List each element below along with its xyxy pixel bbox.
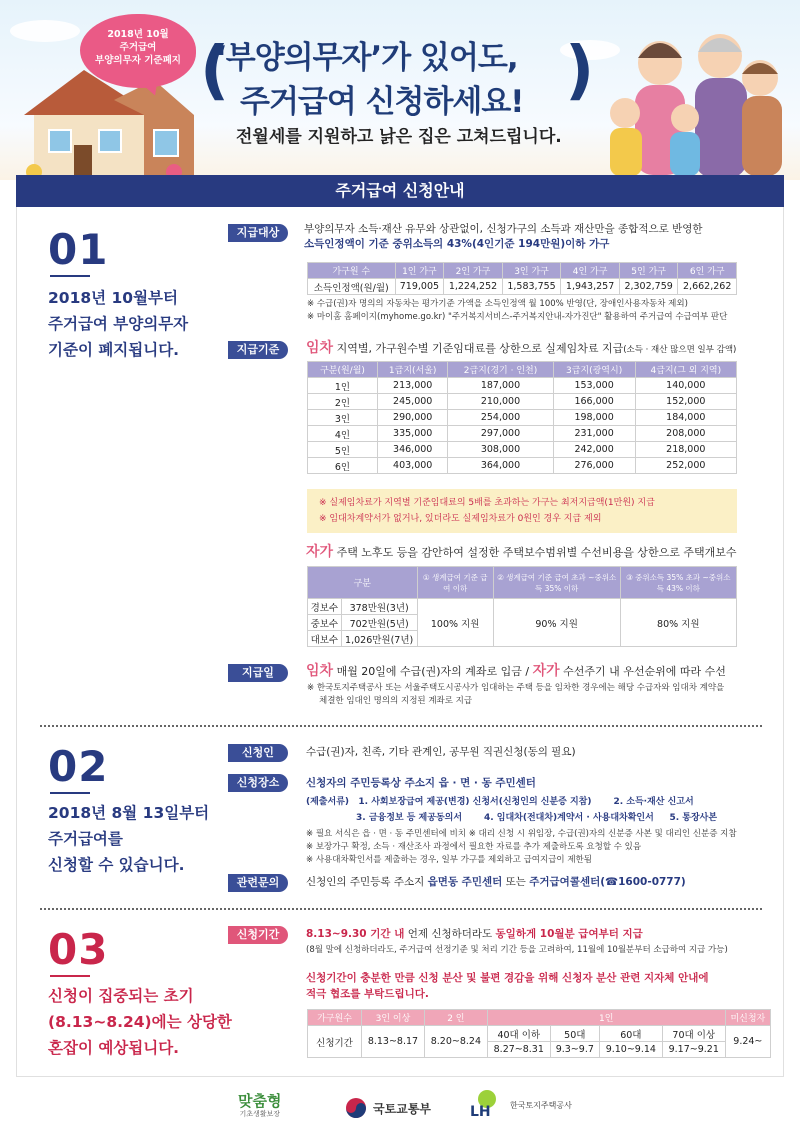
table-header-row [308,263,737,279]
table-cell: 213,000 [378,378,448,394]
table-row [308,458,737,474]
rent-standard-table [307,361,737,474]
table-header-cell: 1인 가구 [395,263,444,279]
request-line: 신청기간이 충분한 만큼 신청 분산 및 불편 경감을 위해 신청자 분산 관련 지자체 안내에 [306,972,709,984]
summary-line: 기준이 폐지됩니다. [48,341,180,359]
tag-payment-standard: 지급기준 [228,341,288,359]
logo-molit [345,1097,431,1119]
inquiry-prefix: 신청인의 주민등록 주소지 [306,876,425,888]
table-cell: 소득인정액(원/월) [308,279,396,295]
table-cell: 50대 [550,1026,599,1042]
family-illustration [590,18,795,178]
documents-row [306,810,776,826]
document-item: 1. 사회보장급여 제공(변경) 신청서(신청인의 신분증 지참) [358,797,592,807]
table-row [308,426,737,442]
section-number-02: 02 [48,742,109,791]
table-cell: 4인 [308,426,378,442]
table-cell: 153,000 [553,378,635,394]
table-header-cell: ② 생계급여 기준 급여 초과 ~중위소득 35% 이하 [493,567,620,599]
tag-inquiry: 관련문의 [228,874,288,892]
table-cell: 100% 지원 [417,599,493,647]
logo-lh [470,1090,572,1120]
summary-line: 2018년 10월부터 [48,289,178,307]
summary-line: 2018년 8월 13일부터 [48,804,210,822]
table-header-cell: 3인 이상 [362,1010,425,1026]
table-cell: 290,000 [378,410,448,426]
table-row [308,442,737,458]
rent-standard-line [306,337,786,357]
table-header-cell: ① 생계급여 기준 급여 이하 [417,567,493,599]
table-cell: 9.3~9.7 [550,1042,599,1058]
page-title: 주거급여 신청안내 [16,175,784,207]
table-header-cell: 3급지(광역시) [553,362,635,378]
table-header-cell: 2 인 [424,1010,487,1026]
table-cell: 308,000 [448,442,553,458]
owner-description: 주택 노후도 등을 감안하여 설정한 주택보수범위별 수선비용을 상한으로 주택개보수 [336,546,737,559]
rent-label: 임차 [306,340,334,356]
policy-badge [80,14,196,88]
table-cell: 198,000 [553,410,635,426]
table-cell: 70대 이상 [662,1026,725,1042]
table-header-cell: 3인 가구 [502,263,561,279]
inquiry-call-center: 주거급여콜센터(☎1600-0777) [529,876,686,888]
table-cell: 346,000 [378,442,448,458]
header-banner [0,0,800,180]
table-cell: 중보수 [308,615,342,631]
period-line [306,926,781,941]
logo-basic-livelihood [238,1093,281,1119]
rent-description-note: (소득 · 재산 많으면 일부 감액) [623,345,737,355]
inquiry-line [306,875,776,890]
table-cell: 187,000 [448,378,553,394]
table-cell: 242,000 [553,442,635,458]
table-cell: 2인 [308,394,378,410]
applicant-description: 수급(권)자, 친족, 기타 관계인, 공무원 직권신청(동의 필요) [306,746,576,758]
required-documents [306,794,776,826]
table-cell: 2,662,262 [678,279,737,295]
headline-line-1: ‘부양의무자’가 있어도, [215,40,518,76]
document-item: 2. 소득·재산 신고서 [613,797,694,807]
table-cell: 2,302,759 [619,279,678,295]
pay-rent-label: 임차 [306,663,334,679]
note-line: ※ 수급(권)자 명의의 자동차는 평가기준 가액을 소득인정액 월 100% 반영(단, 장애인사용자동차 제외) [307,299,688,309]
note-line: ※ 실제임차료가 지역별 기준임대료의 5배를 초과하는 가구는 최저지급액(1만원) 지급 [319,498,655,508]
badge-line: 부양의무자 기준폐지 [95,55,181,66]
documents-label: (제출서류) [306,797,350,807]
logo-molit-text: 국토교통부 [373,1101,431,1116]
summary-line: 주거급여 부양의무자 [48,315,189,333]
table-row [308,378,737,394]
section-number-01: 01 [48,225,109,274]
note-line: ※ 마이홈 홈페이지(myhome.go.kr) "주거복지서비스-주거복지안내-자가진단" 활용하여 주거급여 수급여부 판단 [307,312,728,322]
section-02-summary [48,800,209,878]
period-payment: 동일하게 10월분 급여부터 지급 [495,928,643,940]
section-number-underline [50,275,90,277]
section-01-summary [48,285,188,363]
table-row [308,599,737,615]
tag-application-period: 신청기간 [228,926,288,944]
badge-line: 주거급여 [119,42,157,53]
section-number-03: 03 [48,925,109,974]
table-cell: 9.24~ [725,1026,770,1058]
documents-row [306,794,776,810]
table-header-cell: 구분(원/월) [308,362,378,378]
taegeuk-icon [345,1097,367,1119]
table-cell: 60대 [599,1026,662,1042]
table-cell: 184,000 [635,410,736,426]
table-header-cell: ③ 중위소득 35% 초과 ~중위소득 43% 이하 [620,567,736,599]
table-row [308,1026,771,1042]
table-header-cell: 2급지(경기 · 인천) [448,362,553,378]
rent-notes-box [307,489,737,533]
open-paren-decoration: ( [200,34,230,108]
table-cell: 1인 [308,378,378,394]
inquiry-center: 읍면동 주민센터 [427,876,503,888]
table-cell: 경보수 [308,599,342,615]
table-cell: 364,000 [448,458,553,474]
table-cell: 1,943,257 [561,279,620,295]
pay-rent-description: 매월 20일에 수급(권)자의 계좌로 입금 / [336,665,530,678]
note-line: ※ 보장가구 확정, 소득 · 재산조사 과정에서 필요한 자료를 추가 제출하도록 요청할 수 있음 [306,842,642,852]
payment-date-line [306,660,786,680]
payment-notes [307,682,777,708]
section-03-summary [48,983,232,1061]
logo-basic-livelihood-mark: 맞춤형 [238,1092,282,1110]
owner-label: 자가 [306,544,334,560]
table-header-cell: 가구원 수 [308,263,396,279]
table-cell: 5인 [308,442,378,458]
document-item: 4. 임대차(전대차)계약서 · 사용대차확인서 [483,813,654,823]
table-cell: 9.17~9.21 [662,1042,725,1058]
eligibility-description [304,222,764,252]
headline-line-2: 주거급여 신청하세요! [240,84,524,120]
table-cell: 702만원(5년) [341,615,417,631]
table-cell: 8.20~8.24 [424,1026,487,1058]
table-header-cell: 미신청자 [725,1010,770,1026]
table-cell: 245,000 [378,394,448,410]
summary-line: 신청이 집중되는 초기 [48,987,194,1005]
section-divider [40,908,762,910]
table-cell: 218,000 [635,442,736,458]
repair-support-table [307,566,737,647]
income-threshold-table [307,262,737,295]
owner-standard-line [306,541,786,561]
table-header-cell: 가구원수 [308,1010,362,1026]
table-cell: 6인 [308,458,378,474]
summary-line: (8.13~8.24)에는 상당한 [48,1013,232,1031]
table-header-row [308,362,737,378]
summary-line: 혼잡이 예상됩니다. [48,1039,180,1057]
inquiry-mid: 또는 [505,876,526,888]
note-line: ※ 임대차계약서가 없거나, 있더라도 실제임차료가 0원인 경우 지급 제외 [319,514,602,524]
table-cell: 80% 지원 [620,599,736,647]
cooperation-request [306,970,781,1002]
table-cell: 403,000 [378,458,448,474]
table-cell: 297,000 [448,426,553,442]
table-header-cell: 1인 [487,1010,725,1026]
table-cell: 152,000 [635,394,736,410]
summary-line: 주거급여를 [48,830,123,848]
table-cell: 9.10~9.14 [599,1042,662,1058]
table-cell: 254,000 [448,410,553,426]
request-line: 적극 협조를 부탁드립니다. [306,988,429,1000]
table-cell: 252,000 [635,458,736,474]
table-header-cell: 구분 [308,567,418,599]
table-header-cell: 2인 가구 [444,263,503,279]
table-cell: 8.27~8.31 [487,1042,550,1058]
tag-application-place: 신청장소 [228,774,288,792]
summary-line: 신청할 수 있습니다. [48,856,185,874]
table-header-cell: 4급지(그 외 지역) [635,362,736,378]
table-cell: 대보수 [308,631,342,647]
table-cell: 3인 [308,410,378,426]
section-number-underline [50,792,90,794]
table-cell: 40대 이하 [487,1026,550,1042]
cloud-decoration [10,20,80,42]
note-line: 체결한 임대인 명의의 지정된 계좌로 지급 [319,696,473,706]
table-cell: 210,000 [448,394,553,410]
document-item: 5. 통장사본 [669,813,718,823]
document-notes [306,828,781,867]
table-header-cell: 1급지(서울) [378,362,448,378]
table-cell: 335,000 [378,426,448,442]
period-range: 8.13~9.30 기간 내 [306,928,405,940]
table-row [308,410,737,426]
period-anytime: 언제 신청하더라도 [407,928,493,940]
table-row [308,279,737,295]
lh-text: LH [470,1104,491,1120]
pay-owner-label: 자가 [532,663,560,679]
section-number-underline [50,975,90,977]
table-row [308,394,737,410]
table-header-row [308,1010,771,1026]
eligibility-line-emphasis: 소득인정액이 기준 중위소득의 43%(4인기준 194만원)이하 가구 [304,238,610,250]
table-cell: 231,000 [553,426,635,442]
badge-line: 2018년 10월 [107,29,169,40]
eligibility-line: 부양의무자 소득·재산 유무와 상관없이, 신청가구의 소득과 재산만을 종합적으로 반영한 [304,223,703,235]
subheadline: 전월세를 지원하고 낡은 집은 고쳐드립니다. [236,127,562,147]
table-cell: 166,000 [553,394,635,410]
lh-mark-icon [470,1090,504,1120]
table-header-cell: 5인 가구 [619,263,678,279]
rent-description: 지역별, 가구원수별 기준임대료를 상한으로 실제임차료 지급 [336,342,624,355]
table-cell: 신청기간 [308,1026,362,1058]
table-cell: 276,000 [553,458,635,474]
table-cell: 140,000 [635,378,736,394]
period-note: (8월 말에 신청하더라도, 주거급여 선정기준 및 처리 기간 등을 고려하여, 11월에 10월분부터 소급하여 지급 가능) [306,945,728,955]
table-cell: 90% 지원 [493,599,620,647]
table-cell: 208,000 [635,426,736,442]
table-cell: 1,224,252 [444,279,503,295]
lh-subtext: 한국토지주택공사 [510,1100,572,1110]
note-line: ※ 사용대차확인서를 제출하는 경우, 일부 가구를 제외하고 급여지급이 제한됨 [306,855,592,865]
logo-basic-livelihood-sub: 기초생활보장 [239,1110,281,1118]
section-divider [40,725,762,727]
application-schedule-table [307,1009,771,1058]
note-line: ※ 한국토지주택공사 또는 서울주택도시공사가 임대하는 주택 등을 임차한 경우에는 해당 수급자와 임대차 계약을 [307,683,725,693]
close-paren-decoration: ) [565,34,595,108]
table-cell: 1,026만원(7년) [341,631,417,647]
table-cell: 378만원(3년) [341,599,417,615]
table-cell: 1,583,755 [502,279,561,295]
document-item: 3. 금융정보 등 제공동의서 [356,813,463,823]
eligibility-notes [307,298,777,324]
table-header-cell: 6인 가구 [678,263,737,279]
table-cell: 8.13~8.17 [362,1026,425,1058]
tag-payment-date: 지급일 [228,664,288,682]
table-cell: 719,005 [395,279,444,295]
tag-applicant: 신청인 [228,744,288,762]
pay-owner-description: 수선주기 내 우선순위에 따라 수선 [563,665,726,678]
application-place: 신청자의 주민등록상 주소지 읍 · 면 · 동 주민센터 [306,777,536,789]
table-header-row [308,567,737,599]
tag-eligibility: 지급대상 [228,224,288,242]
table-header-cell: 4인 가구 [561,263,620,279]
note-line: ※ 필요 서식은 읍 · 면 · 동 주민센터에 비치 ※ 대리 신청 시 위임장, 수급(권)자의 신분증 사본 및 대리인 신분증 지참 [306,829,737,839]
